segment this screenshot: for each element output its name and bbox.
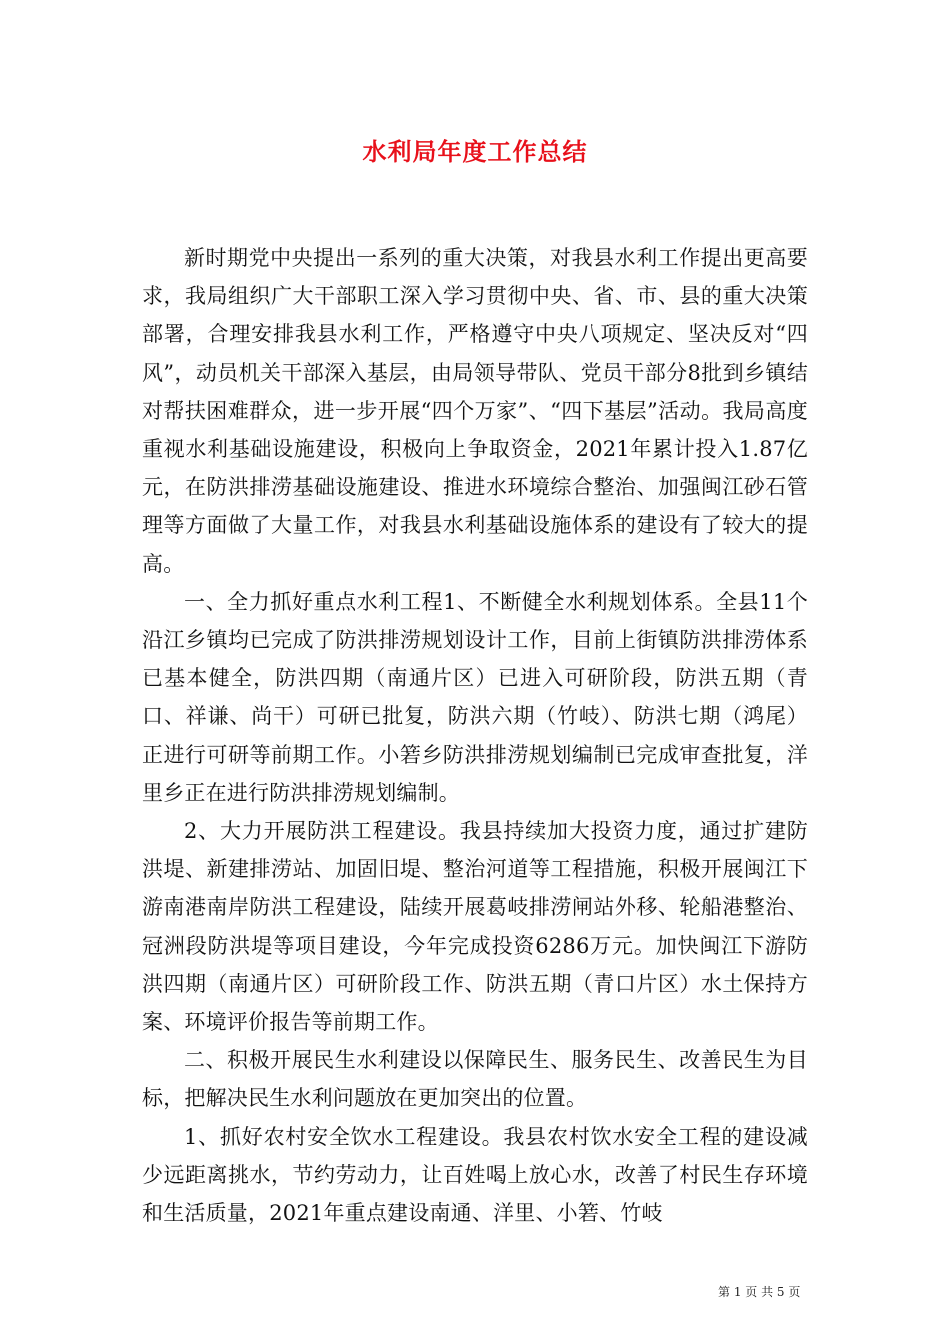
paragraph-flood-control: 2、大力开展防洪工程建设。我县持续加大投资力度，通过扩建防洪堤、新建排涝站、加固旧堤、整治河道等工程措施，积极开展闽江下游南港南岸防洪工程建设，陆续开展葛岐排涝闸站外移、轮船港整治、冠洲段防洪堤等项目建设，今年完成投资6286万元。加快闽江下游防洪四期（南通片区）可研阶段工作、防洪五期（青口片区）水土保持方案、环境评价报告等前期工作。 — [142, 819, 808, 1035]
document-body — [142, 239, 808, 1232]
paragraph-drinking-water: 1、抓好农村安全饮水工程建设。我县农村饮水安全工程的建设减少远距离挑水，节约劳动力，让百姓喝上放心水，改善了村民生存环境和生活质量，2021年重点建设南通、洋里、小箬、竹岐 — [142, 1124, 808, 1226]
page-number: 第 1 页 共 5 页 — [718, 1285, 801, 1299]
paragraph-intro: 新时期党中央提出一系列的重大决策，对我县水利工作提出更高要求，我局组织广大干部职工深入学习贯彻中央、省、市、县的重大决策部署，合理安排我县水利工作，严格遵守中央八项规定、坚决反对“四风”，动员机关干部深入基层，由局领导带队、党员干部分8批到乡镇结对帮扶困难群众，进一步开展“四个万家”、“四下基层”活动。我局高度重视水利基础设施建设，积极向上争取资金，2021年累计投入1.87亿元，在防洪排涝基础设施建设、推进水环境综合整治、加强闽江砂石管理等方面做了大量工作，对我县水利基础设施体系的建设有了较大的提高。 — [142, 246, 808, 576]
paragraph-section-1: 一、全力抓好重点水利工程1、不断健全水利规划体系。全县11个沿江乡镇均已完成了防洪排涝规划设计工作，目前上街镇防洪排涝体系已基本健全，防洪四期（南通片区）已进入可研阶段，防洪五期（青口、祥谦、尚干）可研已批复，防洪六期（竹岐）、防洪七期（鸿尾）正进行可研等前期工作。小箬乡防洪排涝规划编制已完成审查批复，洋里乡正在进行防洪排涝规划编制。 — [142, 589, 808, 805]
document-title: 水利局年度工作总结 — [362, 138, 588, 166]
paragraph-section-2: 二、积极开展民生水利建设以保障民生、服务民生、改善民生为目标，把解决民生水利问题放在更加突出的位置。 — [142, 1048, 808, 1111]
